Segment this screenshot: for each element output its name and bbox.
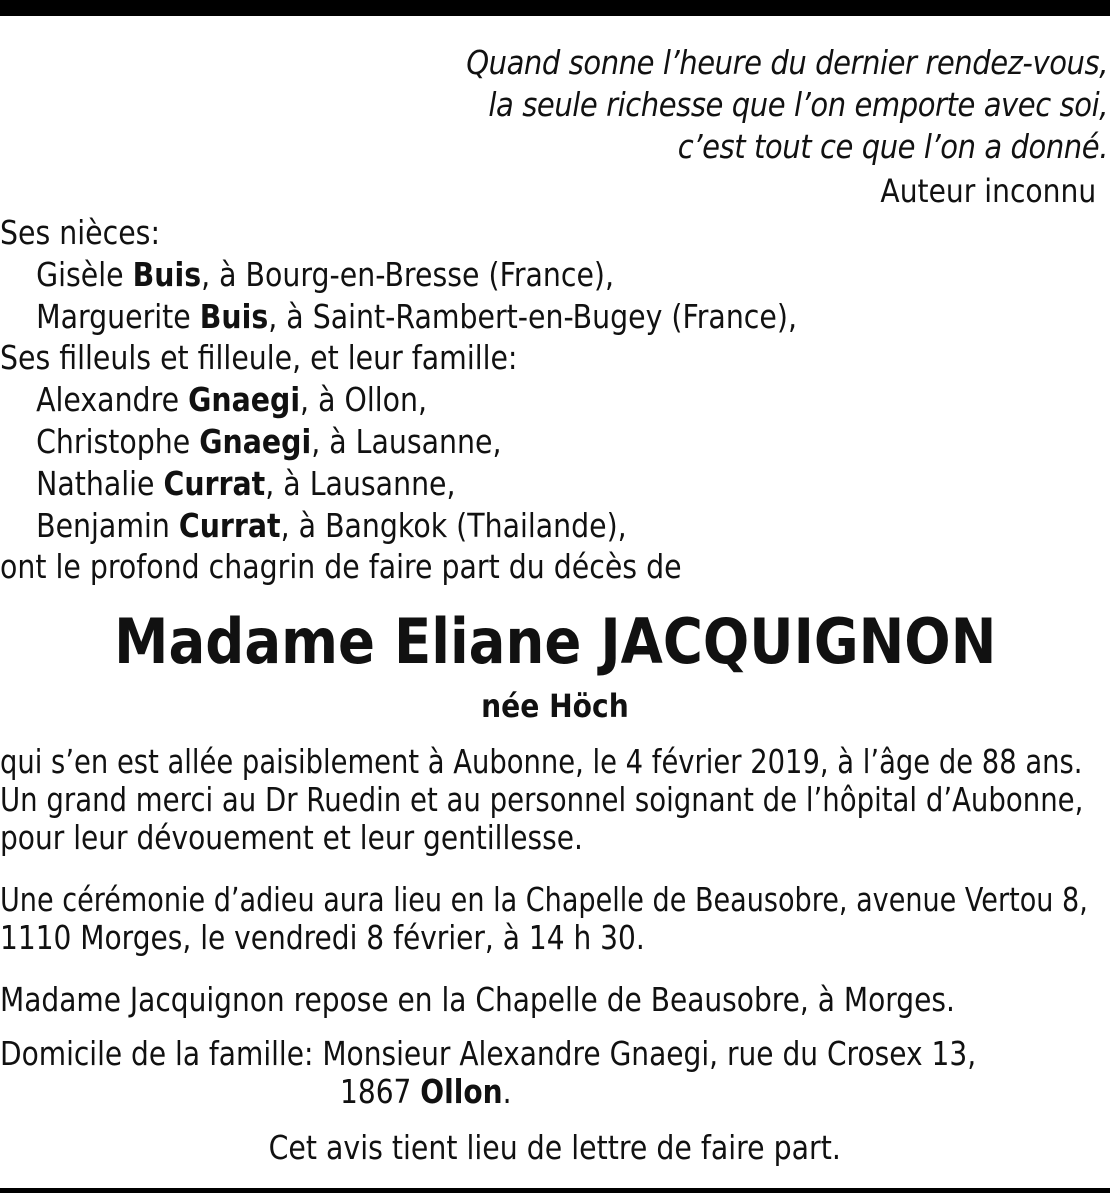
top-rule	[0, 0, 1110, 16]
list-item	[0, 463, 955, 505]
last-name: Buis	[132, 254, 202, 294]
last-name: Currat	[163, 463, 266, 503]
paragraph-line: Un grand merci au Dr Ruedin et au personnel soignant de l’hôpital d’Aubonne,	[0, 780, 1084, 819]
last-name: Buis	[199, 296, 269, 336]
last-name: Gnaegi	[188, 380, 301, 420]
quote-author: Auteur inconnu	[880, 172, 1096, 210]
deceased-name-text: Madame Eliane JACQUIGNON	[113, 605, 997, 678]
nieces-heading: Ses nièces:	[0, 213, 161, 252]
list-item	[0, 254, 955, 296]
paragraph-passing	[0, 743, 1110, 857]
paragraph-line: Madame Jacquignon repose en la Chapelle de Beausobre, à Morges.	[0, 980, 955, 1019]
closing-note	[0, 1126, 1110, 1170]
paragraph-rest	[0, 981, 1110, 1019]
maiden-name	[0, 686, 1110, 726]
first-name: Marguerite	[36, 296, 191, 336]
paragraph-line: Une cérémonie d’adieu aura lieu en la Chapelle de Beausobre, avenue Vertou 8,	[0, 880, 1088, 919]
place: , à Ollon,	[300, 380, 428, 420]
list-item	[0, 296, 955, 338]
paragraph-line: Domicile de la famille: Monsieur Alexandre Gnaegi, rue du Crosex 13,	[0, 1034, 977, 1073]
paragraph-line: qui s’en est allée paisiblement à Aubonne, le 4 février 2019, à l’âge de 88 ans.	[0, 742, 1083, 781]
family-list	[0, 212, 1110, 588]
paragraph-line: pour leur dévouement et leur gentillesse.	[0, 818, 583, 857]
deceased-name	[0, 605, 1110, 679]
first-name: Alexandre	[36, 380, 180, 420]
town: Ollon	[420, 1072, 503, 1111]
paragraph-ceremony	[0, 881, 1110, 957]
first-name: Gisèle	[36, 254, 124, 294]
godchildren-heading: Ses filleuls et filleule, et leur famille:	[0, 338, 518, 378]
address-end: .	[502, 1072, 512, 1111]
last-name: Currat	[178, 505, 281, 545]
list-item	[0, 505, 955, 547]
place: , à Saint-Rambert-en-Bugey (France),	[268, 296, 797, 336]
paragraph-line: 1110 Morges, le vendredi 8 février, à 14 h 30.	[0, 918, 645, 957]
list-item	[0, 421, 955, 463]
quote-line: Quand sonne l’heure du dernier rendez-vous,	[466, 43, 1108, 82]
quote-line: la seule richesse que l’on emporte avec soi,	[488, 85, 1108, 124]
epigraph-quote	[439, 42, 1108, 168]
place: , à Bangkok (Thailande),	[280, 505, 627, 545]
closing-text: Cet avis tient lieu de lettre de faire part.	[268, 1128, 842, 1167]
first-name: Christophe	[36, 421, 191, 461]
list-item	[0, 379, 955, 421]
place: , à Bourg-en-Bresse (France),	[201, 254, 615, 294]
address-line	[0, 1073, 944, 1111]
bottom-rule	[0, 1188, 1110, 1193]
first-name: Benjamin	[36, 505, 170, 545]
last-name: Gnaegi	[199, 421, 312, 461]
place: , à Lausanne,	[311, 421, 502, 461]
announcement-line: ont le profond chagrin de faire part du décès de	[0, 547, 682, 587]
place: , à Lausanne,	[265, 463, 456, 503]
maiden-name-text: née Höch	[481, 687, 629, 725]
paragraph-address	[0, 1035, 1110, 1111]
postcode: 1867	[340, 1072, 412, 1111]
first-name: Nathalie	[36, 463, 155, 503]
quote-line: c’est tout ce que l’on a donné.	[677, 127, 1108, 166]
